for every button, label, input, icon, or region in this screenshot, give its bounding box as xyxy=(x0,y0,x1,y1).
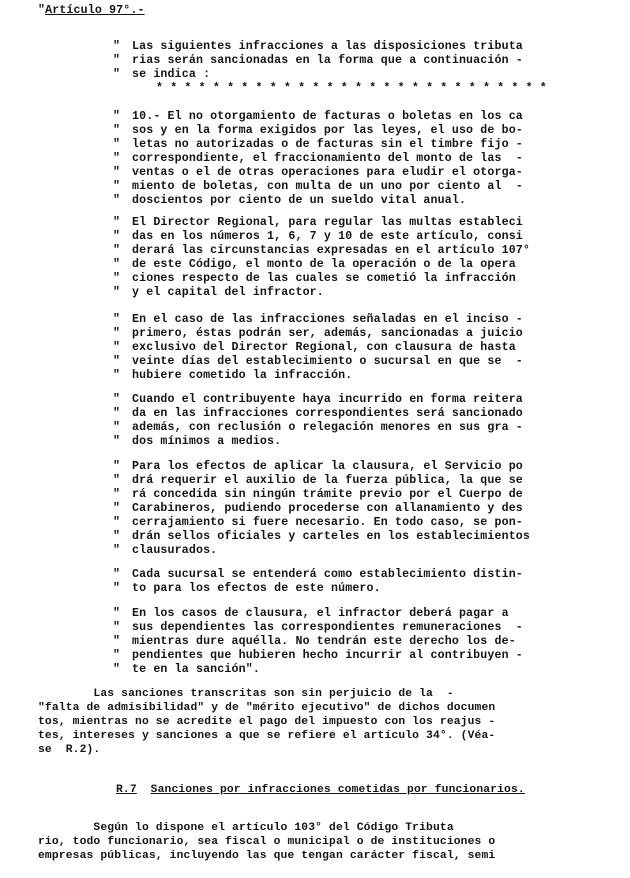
text-line: doscientos por ciento de un sueldo vital anual. xyxy=(132,194,467,207)
article-title-text: Artículo 97°.- xyxy=(45,4,145,17)
text-line: 10.- El no otorgamiento de facturas o boletas en los ca xyxy=(132,110,523,123)
quote-mark: " xyxy=(113,194,120,207)
text-line: En los casos de clausura, el infractor deberá pagar a xyxy=(132,607,509,620)
quote-mark: " xyxy=(113,138,120,151)
text-line: empresas públicas, incluyendo las que tengan carácter fiscal, semi xyxy=(38,850,496,862)
text-line: tos, mientras no se acredite el pago del impuesto con los reajus - xyxy=(38,716,496,728)
text-line: mientras dure aquélla. No tendrán este derecho los de- xyxy=(132,635,516,648)
quote-mark: " xyxy=(113,435,120,448)
quote-mark: " xyxy=(113,355,120,368)
section-heading xyxy=(116,783,525,797)
quote-mark: " xyxy=(113,258,120,271)
text-line: se R.2). xyxy=(38,744,101,756)
text-line: sos y en la forma exigidos por las leyes, el uso de bo- xyxy=(132,124,523,137)
quote-mark: " xyxy=(113,54,120,67)
quote-mark: " xyxy=(113,635,120,648)
quote-mark: " xyxy=(113,166,120,179)
text-line: to para los efectos de este número. xyxy=(132,582,381,595)
text-line: derará las circunstancias expresadas en el artículo 107° xyxy=(132,244,531,257)
quote-mark: " xyxy=(113,180,120,193)
quote-mark: " xyxy=(113,341,120,354)
text-line: rio, todo funcionario, sea fiscal o municipal o de instituciones o xyxy=(38,836,496,848)
text-line: "falta de admisibilidad" y de "mérito ejecutivo" de dichos documen xyxy=(38,702,496,714)
quote-mark: " xyxy=(113,110,120,123)
text-line: Para los efectos de aplicar la clausura, el Servicio po xyxy=(132,460,523,473)
article-title: "Artículo 97°.- xyxy=(38,4,145,17)
quote-mark: " xyxy=(113,393,120,406)
text-line: además, con reclusión o relegación menores en sus gra - xyxy=(132,421,523,434)
text-line: Cada sucursal se entenderá como establecimiento distin- xyxy=(132,568,523,581)
quote-mark: " xyxy=(113,607,120,620)
quote-mark: " xyxy=(113,649,120,662)
quote-mark: " xyxy=(113,488,120,501)
text-line: dos mínimos a medios. xyxy=(132,435,282,448)
text-line: te en la sanción". xyxy=(132,663,260,676)
text-line: correspondiente, el fraccionamiento del monto de las - xyxy=(132,152,523,165)
quote-mark: " xyxy=(113,502,120,515)
quote-mark: " xyxy=(113,230,120,243)
text-line: clausurados. xyxy=(132,544,218,557)
text-line: Cuando el contribuyente haya incurrido en forma reitera xyxy=(132,393,523,406)
quote-mark: " xyxy=(113,568,120,581)
quote-mark: " xyxy=(113,124,120,137)
quote-mark: " xyxy=(113,407,120,420)
text-line: rá concedida sin ningún trámite previo por el Cuerpo de xyxy=(132,488,523,501)
quote-mark: " xyxy=(113,663,120,676)
quote-mark: " xyxy=(113,369,120,382)
text-line: veinte días del establecimiento o sucursal en que se - xyxy=(132,355,523,368)
text-line: letas no autorizadas o de facturas sin el timbre fijo - xyxy=(132,138,523,151)
text-line: y el capital del infractor. xyxy=(132,286,324,299)
text-line: sus dependientes las correspondientes remuneraciones - xyxy=(132,621,523,634)
text-line: de este Código, el monto de la operación o de la opera xyxy=(132,258,516,271)
quote-mark: " xyxy=(113,421,120,434)
quote-mark: " xyxy=(113,530,120,543)
asterisk-separator: * * * * * * * * * * * * * * * * * * * * * * * * * * * * xyxy=(156,82,547,95)
text-line: Según lo dispone el artículo 103° del Código Tributa xyxy=(38,822,454,834)
text-line: ciones respecto de las cuales se cometió la infracción xyxy=(132,272,516,285)
quote-mark: " xyxy=(113,272,120,285)
quote-mark: " xyxy=(113,286,120,299)
text-line: Las siguientes infracciones a las disposiciones tributa xyxy=(132,40,523,53)
quote-mark: " xyxy=(113,68,120,81)
quote-mark: " xyxy=(113,244,120,257)
text-line: ventas o el de otras operaciones para eludir el otorga- xyxy=(132,166,523,179)
quote-mark: " xyxy=(113,313,120,326)
text-line: se indica : xyxy=(132,68,211,81)
text-line: El Director Regional, para regular las multas estableci xyxy=(132,216,523,229)
text-line: exclusivo del Director Regional, con clausura de hasta xyxy=(132,341,516,354)
text-line: drán sellos oficiales y carteles en los establecimientos xyxy=(132,530,531,543)
text-line: pendientes que hubieren hecho incurrir al contribuyen - xyxy=(132,649,523,662)
quote-mark: " xyxy=(113,621,120,634)
text-line: tes, intereses y sanciones a que se refiere el artículo 34°. (Véa- xyxy=(38,730,496,742)
quote-mark: " xyxy=(113,582,120,595)
quote-mark: " xyxy=(113,40,120,53)
text-line: rias serán sancionadas en la forma que a continuación - xyxy=(132,54,523,67)
text-line: hubiere cometido la infracción. xyxy=(132,369,353,382)
text-line: miento de boletas, con multa de un uno por ciento al - xyxy=(132,180,523,193)
text-line: En el caso de las infracciones señaladas en el inciso - xyxy=(132,313,523,326)
text-line: drá requerir el auxilio de la fuerza pública, la que se xyxy=(132,474,523,487)
quote-mark: " xyxy=(113,152,120,165)
quote-mark: " xyxy=(113,216,120,229)
text-line: Carabineros, pudiendo procederse con allanamiento y des xyxy=(132,502,523,515)
text-line: cerrajamiento si fuere necesario. En todo caso, se pon- xyxy=(132,516,523,529)
text-line: das en los números 1, 6, 7 y 10 de este artículo, consi xyxy=(132,230,523,243)
quote-mark: " xyxy=(113,460,120,473)
text-line: Las sanciones transcritas son sin perjuicio de la - xyxy=(38,688,454,700)
quote-mark: " xyxy=(113,474,120,487)
quote-mark: " xyxy=(113,516,120,529)
section-title: Sanciones por infracciones cometidas por funcionarios. xyxy=(150,784,525,796)
quote-mark: " xyxy=(113,544,120,557)
section-code: R.7 xyxy=(116,784,137,796)
quote-mark: " xyxy=(113,327,120,340)
text-line: da en las infracciones correspondientes será sancionado xyxy=(132,407,523,420)
text-line: primero, éstas podrán ser, además, sancionadas a juicio xyxy=(132,327,523,340)
